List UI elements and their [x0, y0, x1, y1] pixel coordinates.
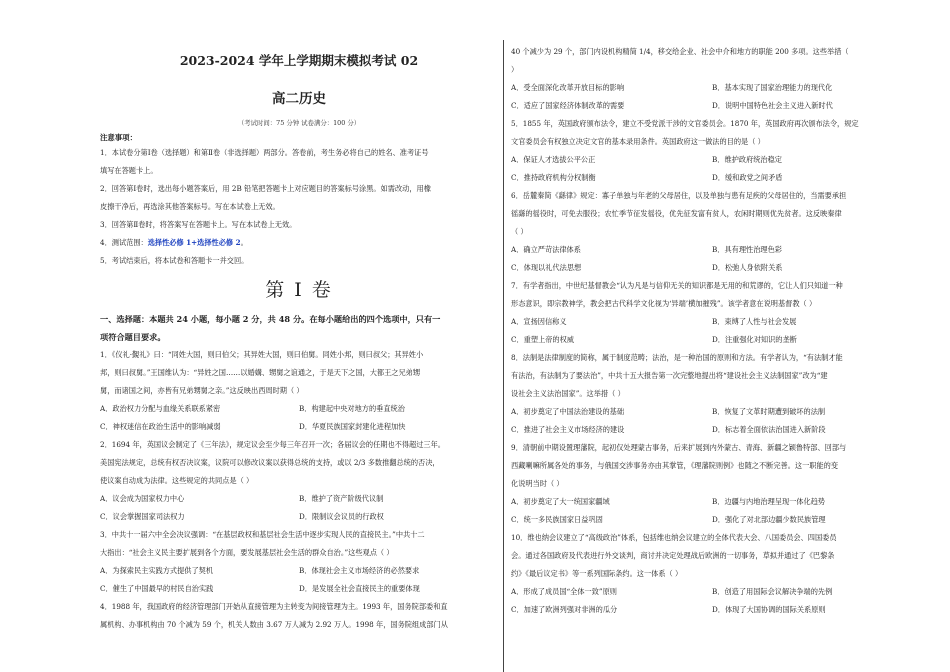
question-2-text: 2．1694 年，英国议会制定了《三年法》，规定议会至少每三年召开一次；各届议会的任期也不得超过三年。 [100, 440, 445, 449]
question-10-text: 会。通过各国政府及代表进行外交谈判，商讨并决定处理战后欧洲的一切事务，草拟并通过了《巴黎条 [511, 551, 835, 560]
question-9-options [511, 493, 913, 511]
option-b: B．维护政府统治稳定 [712, 155, 782, 164]
option-a: A．政治权力分配与血缘关系联系紧密 [100, 404, 221, 413]
option-a: A．形成了成员国“全体一致”原则 [511, 587, 617, 596]
right-column [511, 43, 913, 619]
question-6-options [511, 259, 913, 277]
section-heading: 一、选择题：本题共 24 小题，每小题 2 分，共 48 分。在每小题给出的四个选项中，只有一 [100, 314, 441, 324]
exam-meta: （考试时间：75 分钟 试卷满分：100 分） [237, 119, 361, 127]
option-b: B．创造了用国际会议解决争端的先例 [712, 587, 833, 596]
question-3-text: 3．中共十一届六中全会决议强调：“在基层政权和基层社会生活中逐步实现人民的直接民主。”中共十二 [100, 530, 425, 539]
option-d: D．是发展全社会直接民主的重要体现 [299, 584, 420, 593]
question-6-options [511, 241, 913, 259]
option-b: B．具有理性治理色彩 [712, 245, 782, 254]
option-a: A．确立严苛法律体系 [511, 245, 581, 254]
question-6-text: 徭繇的徭役时，可免去服役；农忙季节征发徭役，优先征发富有贫人，农闲时期则优先贫者。这反映秦律 [511, 209, 842, 218]
question-2-options [100, 508, 498, 526]
question-8-options [511, 421, 913, 439]
question-1-text: 1．《仪礼·覲礼》曰：“同姓大国，则曰伯父；其异姓大国，则曰伯舅。同姓小邦，则曰叔父；其异姓小 [100, 350, 424, 359]
option-d: D．注重强化对知识的垄断 [712, 335, 797, 344]
section-heading-cont: 项符合题目要求。 [100, 332, 166, 342]
question-4-text: 40 个减少为 29 个，部门内设机构精简 1/4，移交给企业、社会中介和地方的职能 200 多项。这些举措（ [511, 47, 849, 56]
option-a: A．初步奠定了大一统国家疆域 [511, 497, 610, 506]
option-b: B．基本实现了国家治理能力的现代化 [712, 83, 833, 92]
question-1-options [100, 400, 498, 418]
question-10-text: 10．维也纳会议建立了“高级政治”体系，包括维也纳会议建立的全体代表大会、八国委员会、四国委员 [511, 533, 837, 542]
option-c: C．体现以礼代法思想 [511, 263, 582, 272]
question-8-text: 有法治，有法制为了要法治”，中共十五大报告第一次完整地提出将“建设社会主义法制国家”改为“建 [511, 371, 828, 380]
question-1-text: 舅，而诸国之间，亦皆有兄弟甥舅之亲。”这反映出西周时期（ ） [100, 386, 304, 395]
option-a: A．受全面深化改革开放目标的影响 [511, 83, 625, 92]
question-6-text: （ ） [511, 227, 528, 236]
option-c: C．适应了国家经济体制改革的需要 [511, 101, 625, 110]
note-3: 3．回答第Ⅱ卷时，将答案写在答题卡上。写在本试卷上无效。 [100, 220, 297, 229]
question-8-options [511, 403, 913, 421]
option-d: D．标志着全面依法治国进入新阶段 [712, 425, 826, 434]
option-d: D．强化了对北部边疆少数民族管理 [712, 515, 826, 524]
question-9-text: 9．清朝前中期设置理藩院，起初仅处理蒙古事务，后来扩展到内外蒙古、青海、新疆之颖鲁特部、回部与 [511, 443, 847, 452]
option-b: B．体现社会主义市场经济的必然要求 [299, 566, 420, 575]
option-b: B．维护了资产阶级代议制 [299, 494, 384, 503]
option-b: B．束缚了人性与社会发展 [712, 317, 797, 326]
note-1-cont: 填写在答题卡上。 [100, 166, 158, 175]
note-5: 5．考试结束后，将本试卷和答题卡一并交回。 [100, 256, 249, 265]
question-7-options [511, 313, 913, 331]
option-a: A．保证人才选拔公平公正 [511, 155, 596, 164]
option-c: C．推进了社会主义市场经济的建设 [511, 425, 625, 434]
option-a: A．议会成为国家权力中心 [100, 494, 185, 503]
note-4-suffix: 。 [240, 238, 248, 247]
part-title: 第 I 卷 [265, 279, 333, 301]
question-6-text: 6．岳麓秦简《繇律》规定：寡子单独与年老的父母居住，以及单独与患有足疾的父母居住的，当需要承担 [511, 191, 847, 200]
option-c: C．神权迷信在政治生活中的影响减弱 [100, 422, 221, 431]
question-9-text: 化说明当时（ ） [511, 479, 564, 488]
option-d: D．华夏民族国家封建化进程加快 [299, 422, 406, 431]
question-4-options [511, 79, 913, 97]
option-d: D．限制议会议员的行政权 [299, 512, 384, 521]
question-5-text: 文官委员会有权独立决定文官的基本录用条件。英国政府这一做法的目的是（ ） [511, 137, 765, 146]
option-c: C．推持政府机构分权制衡 [511, 173, 596, 182]
left-column [100, 52, 498, 634]
note-1: 1．本试卷分第Ⅰ卷（选择题）和第Ⅱ卷（非选择题）两部分。答卷前，考生务必将自己的姓名、准考证号 [100, 148, 429, 157]
question-5-options [511, 169, 913, 187]
option-c: C．加速了欧洲列强对非洲的瓜分 [511, 605, 618, 614]
option-a: A．初步奠定了中国法治建设的基础 [511, 407, 625, 416]
note-2: 2．回答第Ⅰ卷时，选出每小题答案后，用 2B 铅笔把答题卡上对应题目的答案标号涂黑。如需改动，用橡 [100, 184, 431, 193]
option-d: D．松弛人身依附关系 [712, 263, 783, 272]
question-1-options [100, 418, 498, 436]
question-7-text: 形态意识，即宗教神学，教会把古代科学文化视为‘异端’横加摧残”。该学者意在说明基督教（ ） [511, 299, 817, 308]
option-c: C．催生了中国最早的村民自治实践 [100, 584, 214, 593]
question-1-text: 邦，则曰叔舅。”王国维认为：“异姓之国……以婚媾、甥舅之谊通之，于是天下之国，大都王之兄弟甥 [100, 368, 421, 377]
option-b: B．边疆与内地治理呈现一体化趋势 [712, 497, 826, 506]
notes-heading: 注意事项： [100, 133, 137, 142]
question-9-options [511, 511, 913, 529]
option-a: A．为探索民主实践方式提供了契机 [100, 566, 214, 575]
note-4-prefix: 4．测试范围： [100, 238, 148, 247]
question-4-text: 4．1988 年，我国政府的经济管理部门开始从直接管理为主转变为间接管理为主。1993 年，国务院部委和直 [100, 602, 448, 611]
question-3-text: 大指出：“社会主义民主要扩展到各个方面，要发展基层社会生活的群众自治。”这些观点（ ） [100, 548, 394, 557]
question-8-text: 设社会主义法治国家”。这举措（ ） [511, 389, 625, 398]
note-4 [100, 234, 498, 252]
question-7-text: 7．有学者指出，中世纪基督教会“认为凡是与信仰无关的知识都是无用的和荒谬的，它让人们只知道一种 [511, 281, 843, 290]
exam-title: 2023-2024 学年上学期期末模拟考试 02 [179, 53, 419, 68]
question-10-options [511, 583, 913, 601]
note-4-range: 选择性必修 1+选择性必修 2 [147, 238, 241, 247]
question-9-text: 西藏喇嘛所属各处的事务，与俄国交涉事务亦由其掌管，《理藩院则例》也随之不断完善。这一职能的变 [511, 461, 839, 470]
option-b: B．构建起中央对地方的垂直统治 [299, 404, 405, 413]
question-4-text: 属机构、办事机构由 70 个减为 59 个，机关人数由 3.67 万人减为 2.92 万人。1998 年，国务院组成部门从 [100, 620, 448, 629]
question-5-options [511, 151, 913, 169]
question-2-text: 美国宪法规定，总统有权否决议案，议院可以修改议案以获得总统的支持，或以 2/3 多数推翻总统的否决， [100, 458, 440, 467]
option-d: D．体现了大国协调的国际关系原则 [712, 605, 826, 614]
exam-subject: 高二历史 [272, 91, 326, 107]
question-10-options [511, 601, 913, 619]
option-d: D．说明中国特色社会主义进入新时代 [712, 101, 833, 110]
option-c: C．统一多民族国家日益巩固 [511, 515, 603, 524]
question-8-text: 8．法制是法律制度的简称，属于制度范畴；法治，是一种治国的原则和方法。有学者认为，“有法制才能 [511, 353, 843, 362]
question-2-options [100, 490, 498, 508]
question-10-text: 约》《最后议定书》等一系列国际条约。这一体系（ ） [511, 569, 683, 578]
option-d: D．缓和政党之间矛盾 [712, 173, 783, 182]
note-2-cont: 皮擦干净后，再选涂其他答案标号。写在本试卷上无效。 [100, 202, 280, 211]
question-4-options [511, 97, 913, 115]
question-2-text: 使议案自动成为法律。这些规定的共同点是（ ） [100, 476, 254, 485]
option-c: C．议会掌握国家司法权力 [100, 512, 185, 521]
question-7-options [511, 331, 913, 349]
option-c: C．重塑上帝的权威 [511, 335, 575, 344]
question-3-options [100, 580, 498, 598]
option-a: A．宣扬因信称义 [511, 317, 567, 326]
option-b: B．恢复了文革时期遭到破坏的法制 [712, 407, 826, 416]
question-3-options [100, 562, 498, 580]
question-5-text: 5．1855 年，英国政府颁布法令，建立不受党派干涉的文官委员会。1870 年，英国政府再次颁布法令，规定 [511, 119, 859, 128]
question-4-text: ） [511, 65, 519, 74]
column-divider [503, 40, 504, 672]
